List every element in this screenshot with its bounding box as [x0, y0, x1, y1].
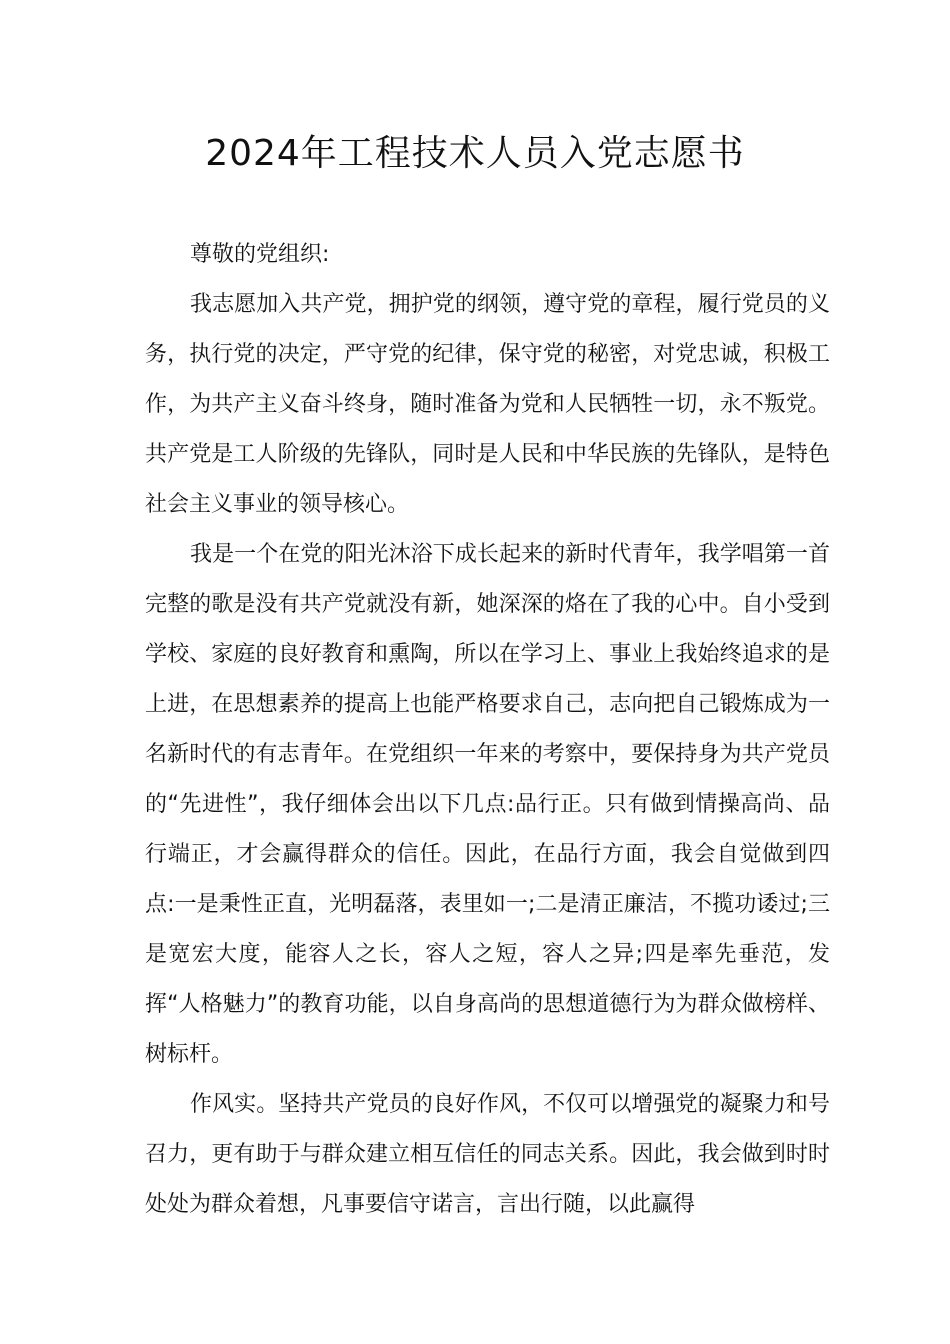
- paragraph-1: 我志愿加入共产党，拥护党的纲领，遵守党的章程，履行党员的义务，执行党的决定，严守党的纪律，保守党的秘密，对党忠诚，积极工作，为共产主义奋斗终身，随时准备为党和人民牺牲一切，永不叛党。共产党是工人阶级的先锋队，同时是人民和中华民族的先锋队，是特色社会主义事业的领导核心。: [145, 292, 830, 517]
- salutation: 尊敬的党组织:: [190, 242, 330, 267]
- paragraph-3: 作风实。坚持共产党员的良好作风，不仅可以增强党的凝聚力和号召力，更有助于与群众建立相互信任的同志关系。因此，我会做到时时处处为群众着想，凡事要信守诺言，言出行随，以此赢得: [145, 1092, 830, 1217]
- document-body: [145, 230, 830, 1230]
- document-title: 2024年工程技术人员入党志愿书: [205, 133, 745, 174]
- paragraph-2: 我是一个在党的阳光沐浴下成长起来的新时代青年，我学唱第一首完整的歌是没有共产党就没有新，她深深的烙在了我的心中。自小受到学校、家庭的良好教育和熏陶，所以在学习上、事业上我始终追求的是上进，在思想素养的提高上也能严格要求自己，志向把自己锻炼成为一名新时代的有志青年。在党组织一年来的考察中，要保持身为共产党员的“先进性”，我仔细体会出以下几点:品行正。只有做到情操高尚、品行端正，才会赢得群众的信任。因此，在品行方面，我会自觉做到四点:一是秉性正直，光明磊落，表里如一;二是清正廉洁，不揽功诿过;三是宽宏大度，能容人之长，容人之短，容人之异;四是率先垂范，发挥“人格魅力”的教育功能，以自身高尚的思想道德行为为群众做榜样、树标杆。: [145, 542, 830, 1067]
